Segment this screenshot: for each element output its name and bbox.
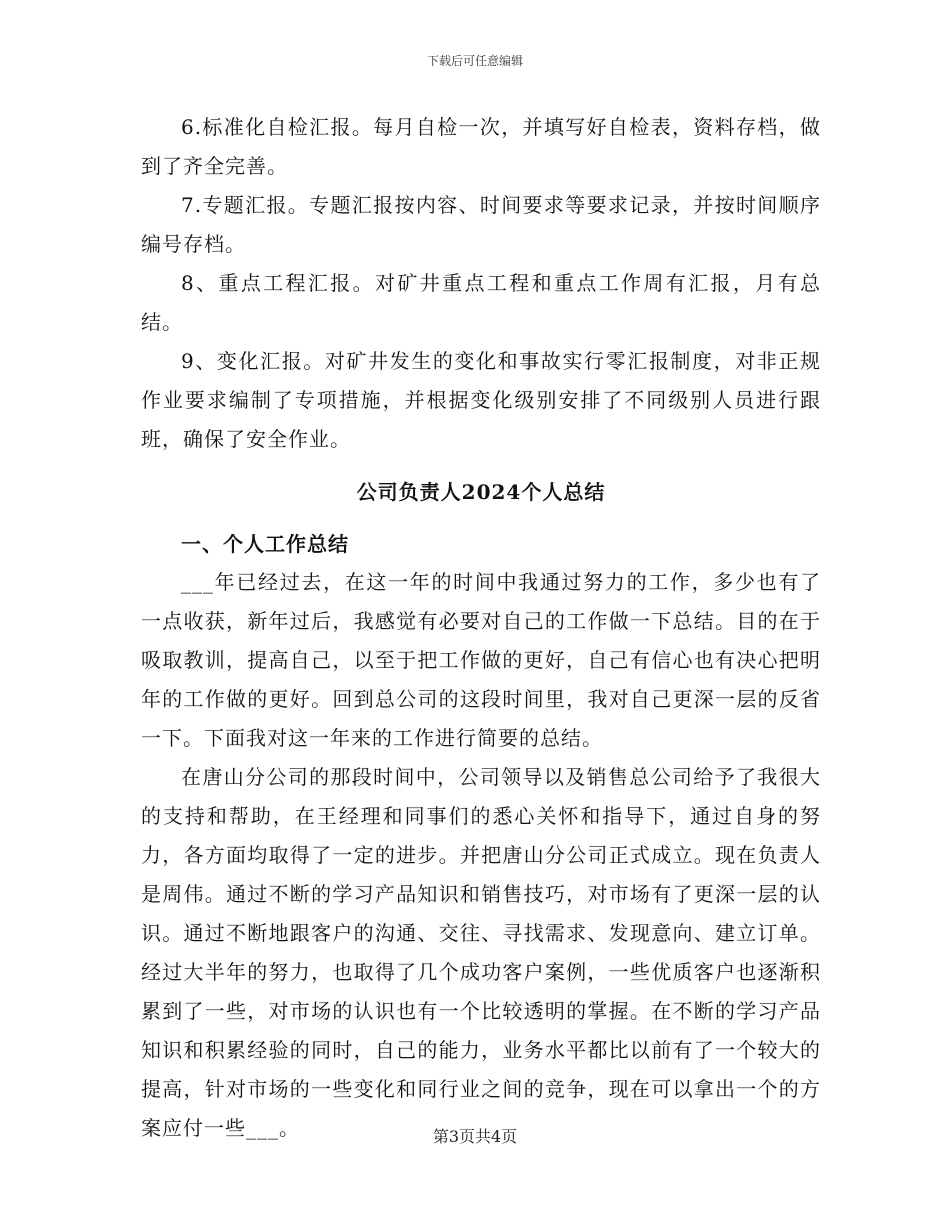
paragraph-special-report: 7.专题汇报。专题汇报按内容、时间要求等要求记录，并按时间顺序编号存档。	[141, 193, 821, 256]
paragraph-year-summary: ___年已经过去，在这一年的时间中我通过努力的工作，多少也有了一点收获，新年过后，我感觉有必要对自己的工作做一下总结。目的在于吸取教训，提高自己，以至于把工作做的更好，自己有信心也有决心把明年的工作做的更好。回到总公司的这段时间里，我对自己更深一层的反省一下。下面我对这一年来的工作进行简要的总结。	[141, 570, 821, 750]
paragraph-tangshan-branch: 在唐山分公司的那段时间中，公司领导以及销售总公司给予了我很大的支持和帮助，在王经理和同事们的悉心关怀和指导下，通过自身的努力，各方面均取得了一定的进步。并把唐山分公司正式成立。现在负责人是周伟。通过不断的学习产品知识和销售技巧，对市场有了更深一层的认识。通过不断地跟客户的沟通、交往、寻找需求、发现意向、建立订单。经过大半年的努力，也取得了几个成功客户案例，一些优质客户也逐渐积累到了一些，对市场的认识也有一个比较透明的掌握。在不断的学习产品知识和积累经验的同时，自己的能力，业务水平都比以前有了一个较大的提高，针对市场的一些变化和同行业之间的竞争，现在可以拿出一个的方案应付一些___。	[141, 765, 821, 1140]
section-subheading: 一、个人工作总结	[181, 532, 349, 556]
paragraph-change-report: 9、变化汇报。对矿井发生的变化和事故实行零汇报制度，对非正规作业要求编制了专项措施，并根据变化级别安排了不同级别人员进行跟班，确保了安全作业。	[141, 349, 821, 451]
page-footer: 第3页共4页	[432, 1127, 518, 1146]
paragraph-standardization-report: 6.标准化自检汇报。每月自检一次，并填写好自检表，资料存档，做到了齐全完善。	[141, 115, 821, 178]
section-title: 公司负责人2024个人总结	[356, 480, 606, 504]
page-header: 下载后可任意编辑	[426, 54, 523, 68]
paragraph-key-project-report: 8、重点工程汇报。对矿井重点工程和重点工作周有汇报，月有总结。	[141, 271, 821, 334]
document-body	[141, 108, 821, 1148]
